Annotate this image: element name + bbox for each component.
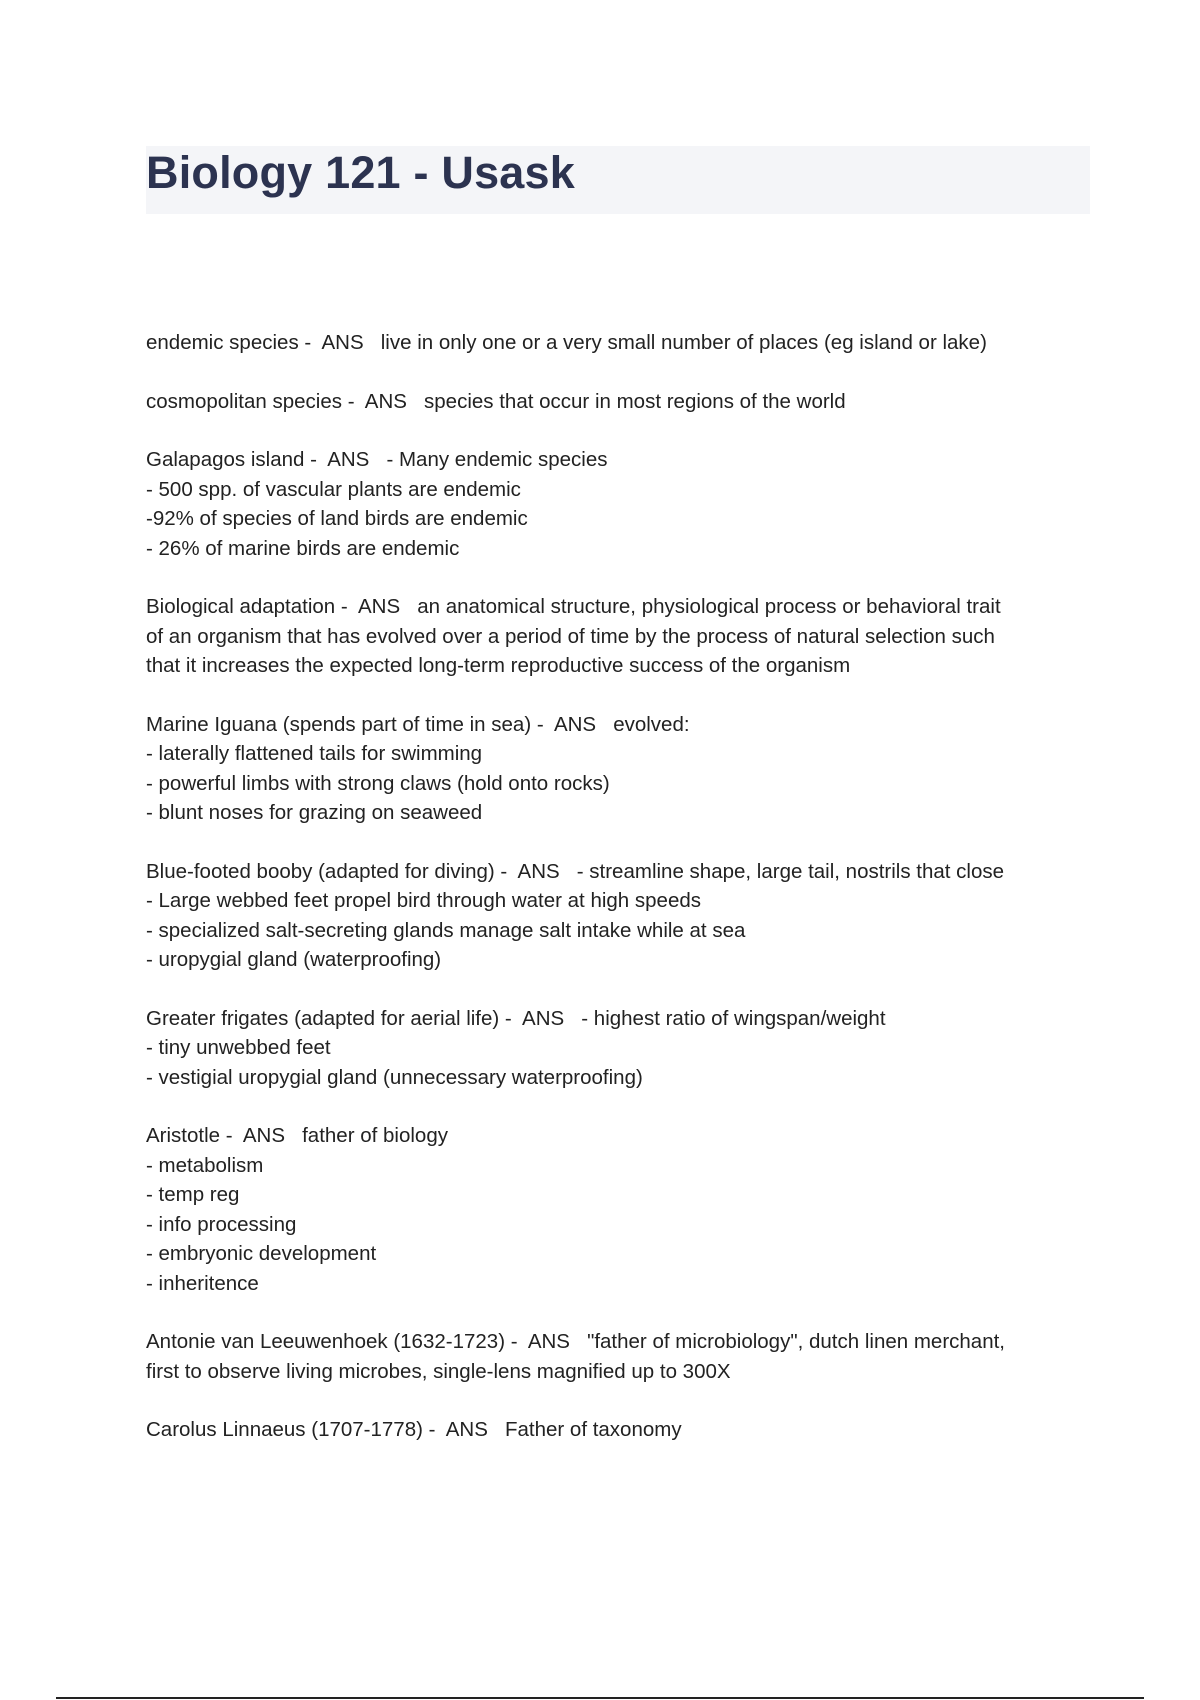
entry-first-line — [146, 328, 1096, 358]
entry-term: Galapagos island — [146, 448, 305, 471]
entry-ans-marker: - ANS — [494, 859, 577, 883]
entry-first-line — [146, 1004, 1096, 1034]
flashcard-entry — [146, 387, 1096, 417]
entry-answer-line: - specialized salt-secreting glands manage salt intake while at sea — [146, 918, 746, 942]
entry-answer: live in only one or a very small number of places (eg island or lake) — [380, 331, 987, 354]
entry-ans-marker: - ANS — [422, 1418, 505, 1441]
entry-answer-line: - blunt noses for grazing on seaweed — [146, 801, 483, 824]
entry-term: Antonie van Leeuwenhoek (1632-1723) — [146, 1330, 506, 1353]
flashcard-list — [146, 328, 1096, 1474]
document-title: Biology 121 - Usask — [146, 147, 575, 198]
flashcard-entry — [146, 1121, 1096, 1298]
entry-ans-marker: - ANS — [505, 1330, 588, 1353]
entry-answer-line: - 500 spp. of vascular plants are endemic — [146, 477, 521, 501]
footer-rule — [56, 1697, 1144, 1699]
entry-answer: species that occur in most regions of the world — [424, 389, 846, 413]
entry-answer-line: - 26% of marine birds are endemic — [146, 536, 460, 560]
flashcard-entry — [146, 1415, 1096, 1445]
entry-first-line — [146, 1121, 1096, 1151]
flashcard-entry — [146, 445, 1096, 563]
entry-answer: "father of microbiology", dutch linen merchant, — [587, 1330, 1005, 1353]
entry-ans-marker: - ANS — [220, 1124, 303, 1147]
entry-term: endemic species — [146, 331, 299, 354]
entry-term: Biological adaptation — [146, 595, 336, 618]
entry-first-line — [146, 857, 1096, 887]
entry-first-line — [146, 387, 1096, 417]
entry-answer: - highest ratio of wingspan/weight — [581, 1006, 886, 1030]
entry-first-line — [146, 592, 1096, 622]
entry-first-line — [146, 1415, 1096, 1445]
entry-answer-line: - metabolism — [146, 1153, 264, 1177]
entry-ans-marker: - ANS — [342, 389, 425, 413]
entry-first-line — [146, 1327, 1096, 1357]
entry-answer: - streamline shape, large tail, nostrils that close — [576, 859, 1005, 883]
flashcard-entry — [146, 1327, 1096, 1386]
entry-answer: father of biology — [302, 1124, 448, 1147]
entry-answer-line: - laterally flattened tails for swimming — [146, 742, 483, 765]
entry-first-line — [146, 710, 1096, 740]
entry-ans-marker: - ANS — [499, 1006, 582, 1030]
entry-ans-marker: - ANS — [298, 331, 381, 354]
entry-first-line — [146, 445, 1096, 475]
entry-term: Blue-footed booby (adapted for diving) — [146, 859, 495, 883]
entry-answer-line: that it increases the expected long-term reproductive success of the organism — [146, 654, 851, 677]
flashcard-entry — [146, 1004, 1096, 1093]
entry-answer-line: first to observe living microbes, single-lens magnified up to 300X — [146, 1359, 731, 1383]
entry-answer-line: - Large webbed feet propel bird through water at high speeds — [146, 889, 702, 912]
entry-ans-marker: - ANS — [304, 448, 387, 471]
entry-answer-line: - uropygial gland (waterproofing) — [146, 948, 442, 971]
entry-ans-marker: - ANS — [531, 712, 614, 736]
entry-term: Marine Iguana (spends part of time in sea) — [146, 712, 532, 736]
entry-answer: Father of taxonomy — [504, 1418, 682, 1441]
entry-answer-line: -92% of species of land birds are endemic — [146, 507, 528, 530]
entry-term: Aristotle — [146, 1124, 221, 1147]
flashcard-entry — [146, 328, 1096, 358]
entry-term: Greater frigates (adapted for aerial life) — [146, 1006, 500, 1030]
entry-answer: - Many endemic species — [386, 448, 608, 471]
entry-answer-line: - temp reg — [146, 1183, 240, 1206]
entry-answer-line: - info processing — [146, 1212, 297, 1236]
entry-answer-line: - tiny unwebbed feet — [146, 1036, 331, 1059]
entry-answer: evolved: — [613, 712, 690, 736]
entry-answer-line: - inheritence — [146, 1271, 259, 1295]
entry-term: Carolus Linnaeus (1707-1778) — [146, 1418, 423, 1441]
entry-answer-line: - embryonic development — [146, 1242, 377, 1265]
entry-ans-marker: - ANS — [335, 595, 418, 618]
flashcard-entry — [146, 857, 1096, 975]
entry-answer-line: - powerful limbs with strong claws (hold onto rocks) — [146, 771, 610, 795]
entry-term: cosmopolitan species — [146, 389, 342, 413]
flashcard-entry — [146, 710, 1096, 828]
entry-answer: an anatomical structure, physiological process or behavioral trait — [417, 595, 1001, 618]
entry-answer-line: of an organism that has evolved over a period of time by the process of natural selection such — [146, 624, 995, 648]
flashcard-entry — [146, 592, 1096, 681]
entry-answer-line: - vestigial uropygial gland (unnecessary waterproofing) — [146, 1065, 643, 1089]
